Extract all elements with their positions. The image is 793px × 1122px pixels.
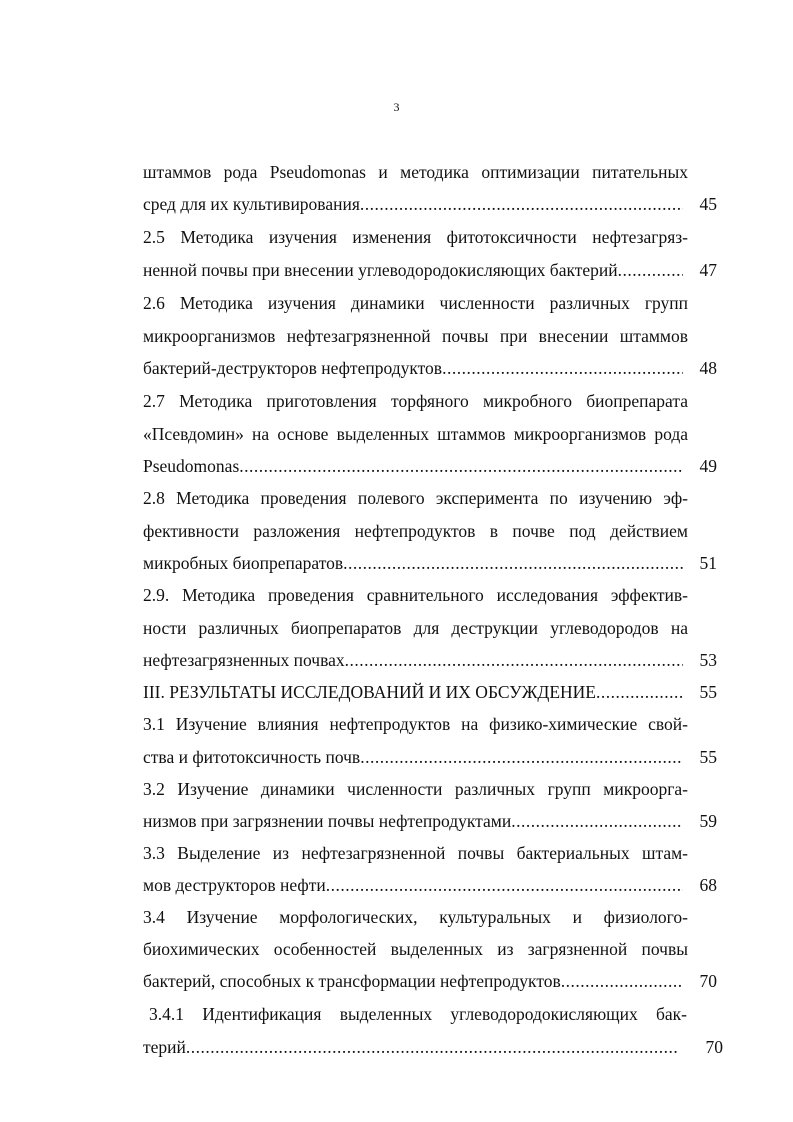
toc-line-leader: ства и фитотоксичность почв ..... bbox=[143, 746, 683, 768]
toc-line: 2.8 Методика проведения полевого эксперимента по изучению эф- bbox=[143, 488, 688, 508]
toc-line: фективности разложения нефтепродуктов в почве под действием bbox=[143, 521, 688, 541]
toc-page-number: 53 bbox=[699, 650, 717, 670]
toc-line: биохимических особенностей выделенных из загрязненной почвы bbox=[143, 939, 688, 959]
page-number: 3 bbox=[393, 100, 400, 114]
toc-line: 2.9. Методика проведения сравнительного исследования эффектив- bbox=[143, 585, 688, 605]
toc-line: микроорганизмов нефтезагрязненной почвы при внесении штаммов bbox=[143, 326, 688, 346]
toc-line-leader: терий ..... bbox=[143, 1036, 678, 1058]
toc-page-number: 59 bbox=[699, 811, 717, 831]
toc-page-number: 70 bbox=[699, 971, 717, 991]
toc-page-number: 51 bbox=[699, 553, 717, 573]
toc-line-leader: мов деструкторов нефти ..... bbox=[143, 874, 683, 896]
toc-page-number: 49 bbox=[699, 456, 717, 476]
toc-line-leader: сред для их культивирования ..... bbox=[143, 193, 683, 215]
toc-line: 3.3 Выделение из нефтезагрязненной почвы бактериальных штам- bbox=[143, 843, 688, 863]
toc-line: 3.2 Изучение динамики численности различных групп микроорга- bbox=[143, 779, 688, 799]
toc-line-leader: бактерий-деструкторов нефтепродуктов ..... bbox=[143, 357, 683, 379]
toc-page-number: 47 bbox=[699, 260, 717, 280]
toc-line: 3.4.1 Идентификация выделенных углеводородокисляющих бак- bbox=[149, 1004, 687, 1024]
toc-line-leader: бактерий, способных к трансформации нефтепродуктов ..... bbox=[143, 970, 683, 992]
toc-page-number: 48 bbox=[699, 358, 717, 378]
toc-line: 2.6 Методика изучения динамики численности различных групп bbox=[143, 293, 688, 313]
toc-line-leader: микробных биопрепаратов ..... bbox=[143, 552, 683, 574]
toc-line-leader: ненной почвы при внесении углеводородокисляющих бактерий ..... bbox=[143, 259, 683, 281]
toc-line: ности различных биопрепаратов для деструкции углеводородов на bbox=[143, 618, 688, 638]
toc-page-number: 45 bbox=[699, 194, 717, 214]
toc-line: 3.4 Изучение морфологических, культуральных и физиолого- bbox=[143, 907, 688, 927]
toc-line: штаммов рода Pseudomonas и методика оптимизации питательных bbox=[143, 162, 688, 182]
toc-line-leader: нефтезагрязненных почвах ..... bbox=[143, 649, 683, 671]
toc-line: «Псевдомин» на основе выделенных штаммов микроорганизмов рода bbox=[143, 424, 688, 444]
toc-page-number: 68 bbox=[699, 875, 717, 895]
toc-page-number: 55 bbox=[699, 747, 717, 767]
toc-line: 2.5 Методика изучения изменения фитотоксичности нефтезагряз- bbox=[143, 227, 688, 247]
toc-line: 2.7 Методика приготовления торфяного микробного биопрепарата bbox=[143, 391, 688, 411]
toc-page-number: 70 bbox=[705, 1037, 723, 1057]
toc-line: 3.1 Изучение влияния нефтепродуктов на физико-химические свой- bbox=[143, 714, 688, 734]
toc-line-leader: Pseudomonas ..... bbox=[143, 455, 683, 477]
toc-page-number: 55 bbox=[699, 682, 717, 702]
toc-line-leader: низмов при загрязнении почвы нефтепродуктами ..... bbox=[143, 810, 683, 832]
toc-line-leader: III. РЕЗУЛЬТАТЫ ИССЛЕДОВАНИЙ И ИХ ОБСУЖДЕНИЕ ..... bbox=[143, 681, 683, 703]
